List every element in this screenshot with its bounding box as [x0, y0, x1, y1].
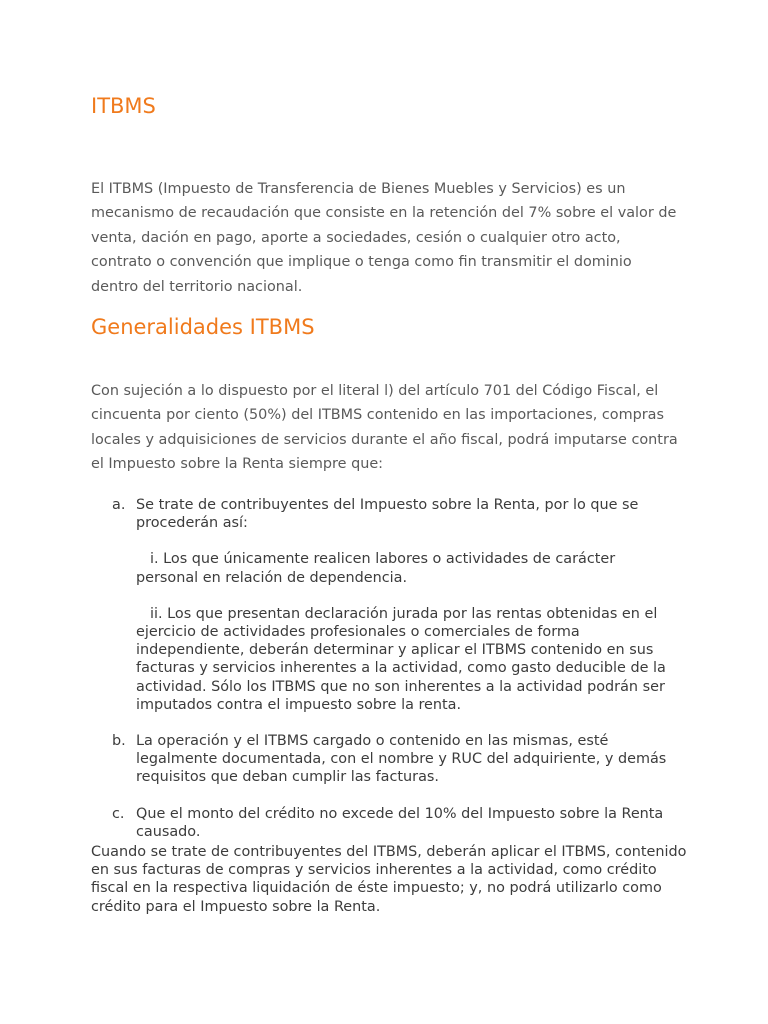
sub-item-i: i. Los que únicamente realicen labores o actividades de carácter personal en relación de dependencia.	[136, 551, 616, 586]
closing-paragraph: Cuando se trate de contribuyentes del ITBMS, deberán aplicar el ITBMS, contenido en sus facturas de compras y servicios inherentes a la actividad, como crédito fiscal en la respectiva liquidación de éste impuesto; y, no podrá utilizarlo como crédito para el Impuesto sobre la Renta.	[91, 844, 687, 915]
list-marker-b: b.	[112, 733, 126, 750]
list-item-b	[91, 732, 681, 787]
main-heading: ITBMS	[91, 94, 156, 118]
list-item-a-text: Se trate de contribuyentes del Impuesto sobre la Renta, por lo que se procederán así:	[136, 497, 639, 532]
conditions-list	[91, 496, 691, 841]
sub-item-ii: ii. Los que presentan declaración jurada por las rentas obtenidas en el ejercicio de actividades profesionales o comerciales de forma independiente, deberán determinar y aplicar el ITBMS contenido en sus facturas y servicios inherentes a la actividad, como gasto deducible de la actividad. Sólo los ITBMS que no son inherentes a la actividad podrán ser imputados contra el impuesto sobre la renta.	[136, 605, 666, 713]
section-paragraph: Con sujeción a lo dispuesto por el literal l) del artículo 701 del Código Fiscal, el cincuenta por ciento (50%) del ITBMS contenido en las importaciones, compras locales y adquisiciones de servicios durante el año fiscal, podrá imputarse contra el Impuesto sobre la Renta siempre que:	[91, 383, 678, 473]
list-marker-c: c.	[112, 805, 125, 822]
list-marker-a: a.	[112, 497, 126, 513]
list-item-c	[91, 805, 681, 841]
list-item-c-text: Que el monto del crédito no excede del 10% del Impuesto sobre la Renta causado.	[136, 805, 664, 840]
list-item-a	[91, 496, 681, 714]
list-item-b-text: La operación y el ITBMS cargado o contenido en las mismas, esté legalmente documentada, con el nombre y RUC del adquiriente, y demás requisitos que deban cumplir las facturas.	[136, 733, 667, 786]
intro-paragraph: El ITBMS (Impuesto de Transferencia de Bienes Muebles y Servicios) es un mecanismo de recaudación que consiste en la retención del 7% sobre el valor de venta, dación en pago, aporte a sociedades, cesión o cualquier otro acto, contrato o convención que implique o tenga como fin transmitir el dominio dentro del territorio nacional.	[91, 181, 677, 295]
section-heading: Generalidades ITBMS	[91, 315, 315, 339]
